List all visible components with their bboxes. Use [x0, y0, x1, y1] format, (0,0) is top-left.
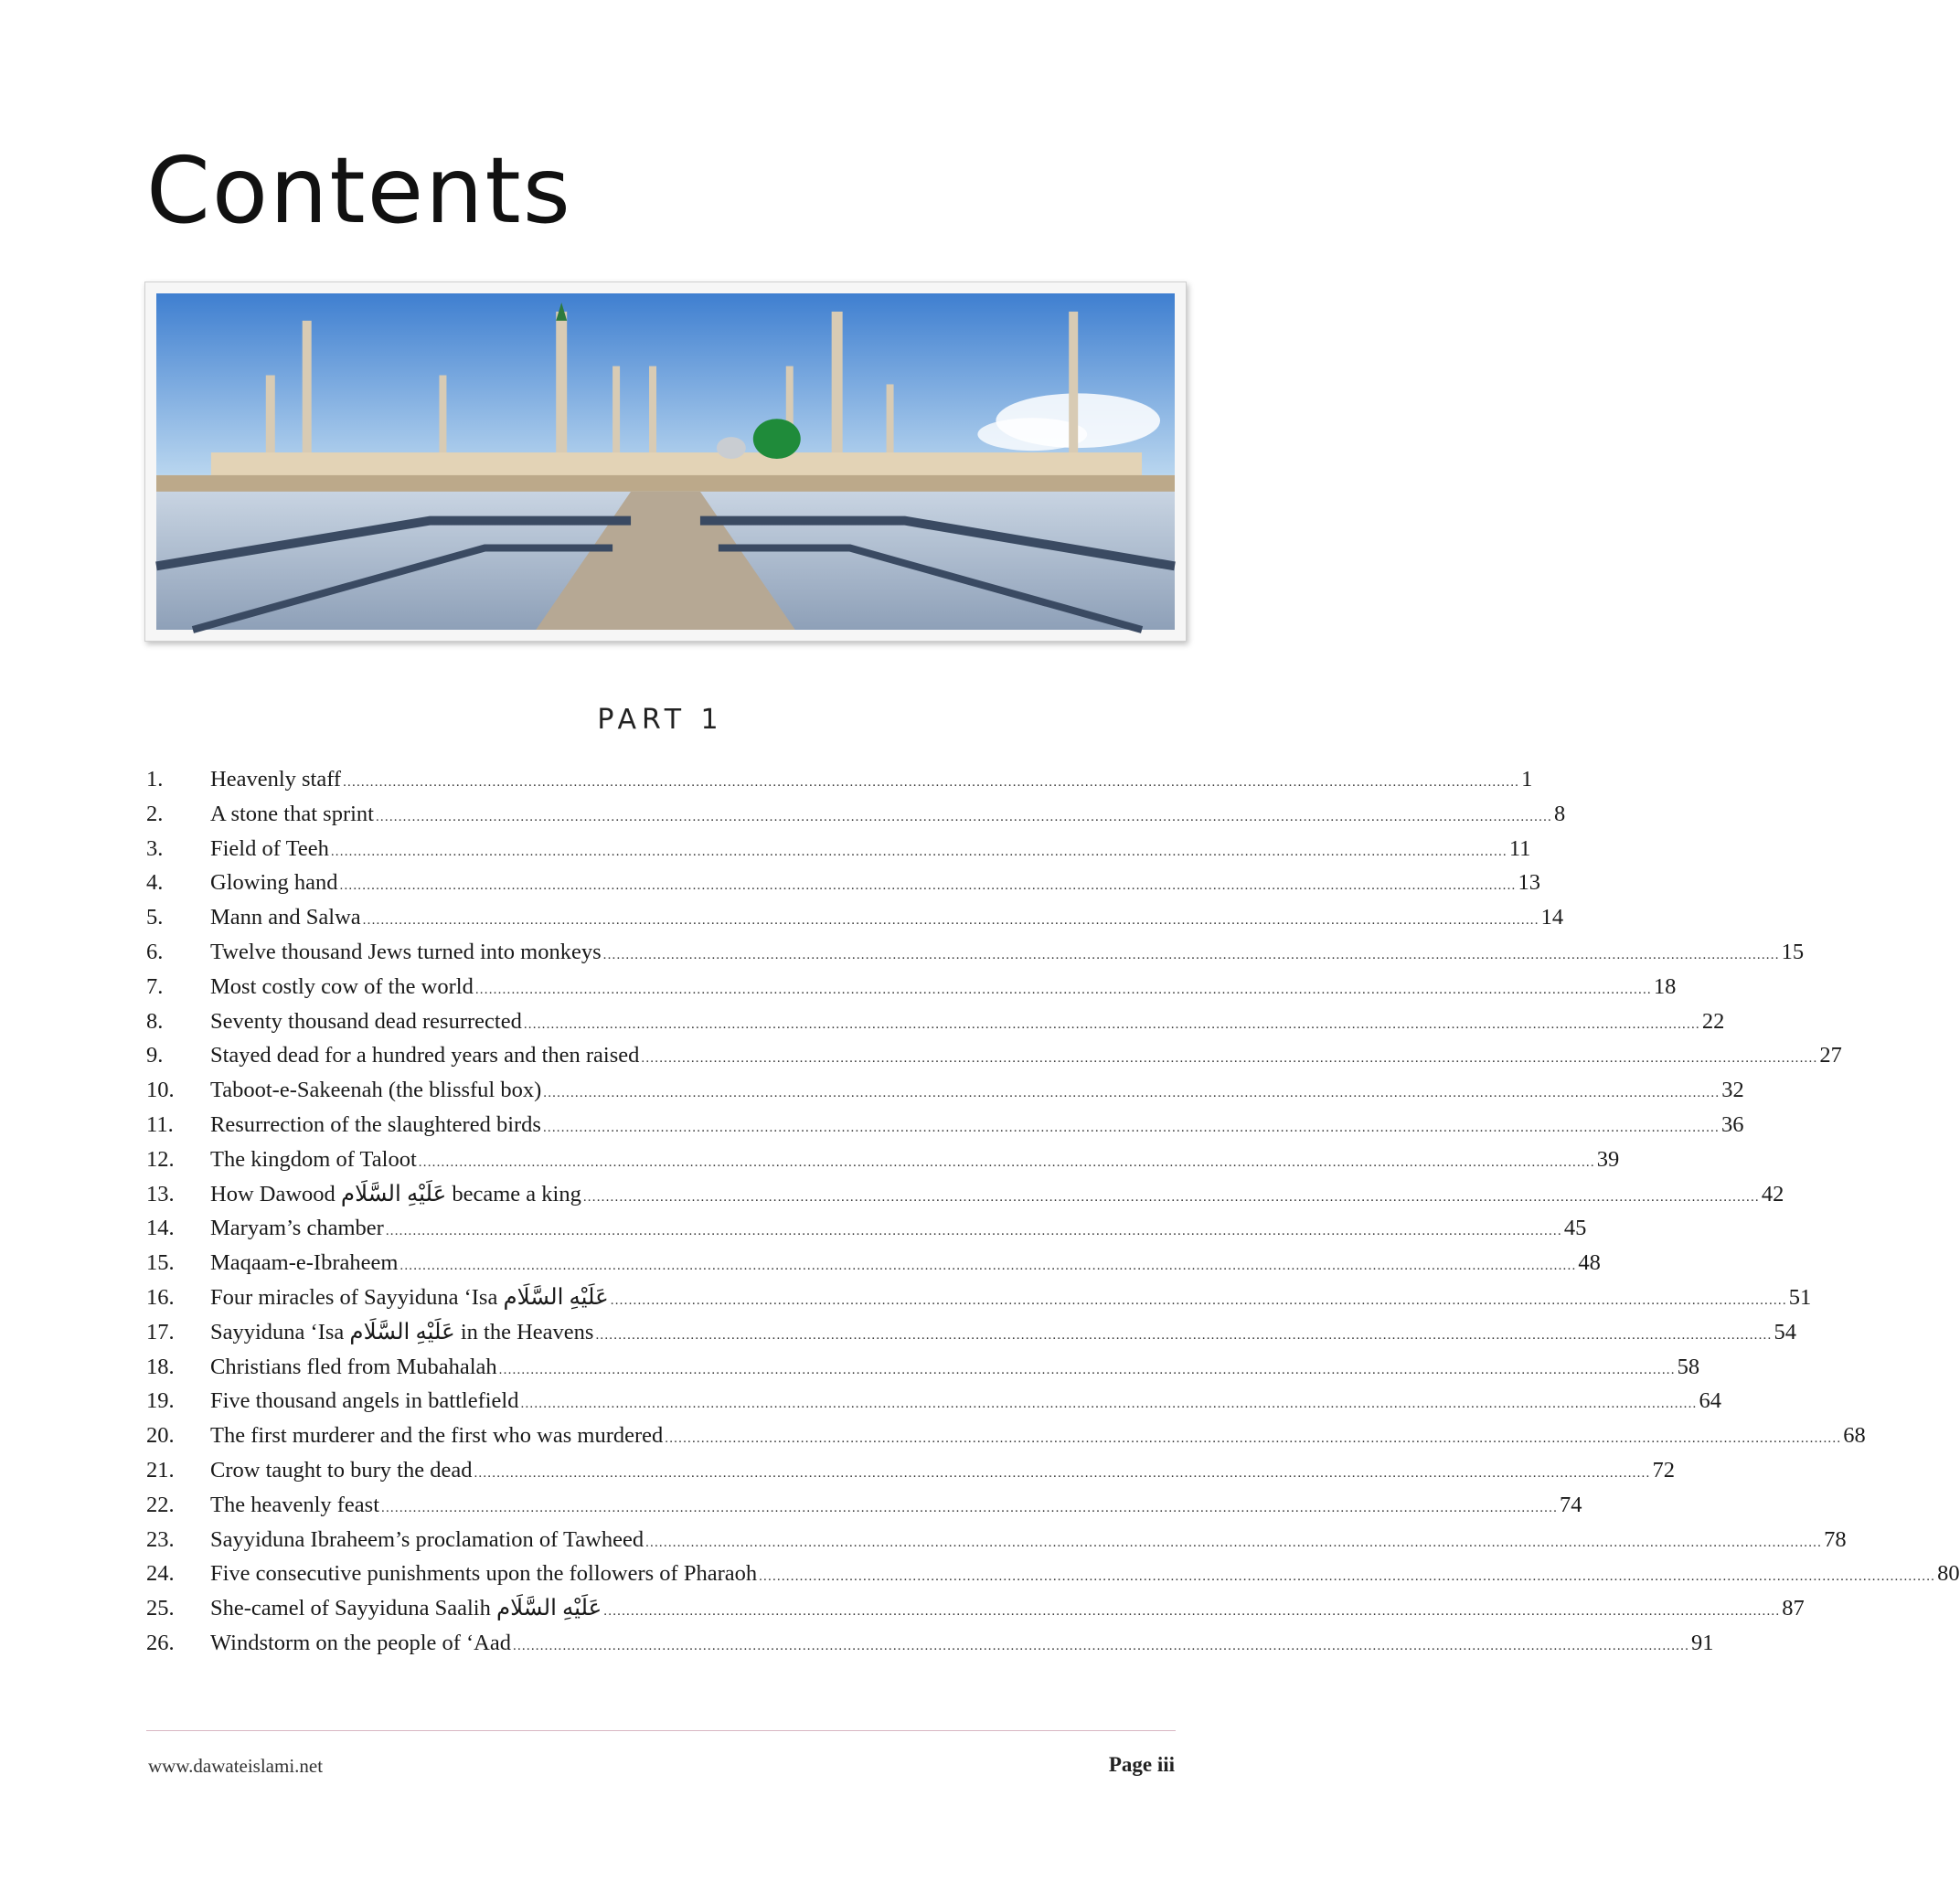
toc-entry[interactable]	[146, 1211, 1587, 1246]
dot-leader: ....................................................................................................................................................................................................................................................................	[339, 878, 1517, 894]
toc-entry-page: 11	[1508, 835, 1531, 861]
dot-leader: ....................................................................................................................................................................................................................................................................	[520, 1397, 1698, 1412]
dot-leader: ....................................................................................................................................................................................................................................................................	[543, 1086, 1720, 1101]
toc-entry-page: 1	[1521, 767, 1533, 792]
toc-entry-number: 4.	[146, 870, 164, 896]
toc-entry[interactable]	[146, 1350, 1700, 1385]
toc-entry[interactable]	[146, 1246, 1601, 1281]
toc-entry-number: 23.	[146, 1526, 175, 1552]
table-of-contents	[146, 762, 1960, 1661]
toc-entry-title: Heavenly staff	[210, 767, 342, 792]
toc-entry[interactable]	[146, 1488, 1582, 1523]
toc-entry-number: 14.	[146, 1216, 175, 1241]
toc-entry-page: 42	[1761, 1181, 1784, 1206]
toc-entry-number: 19.	[146, 1388, 175, 1414]
toc-entry-number: 17.	[146, 1319, 175, 1344]
toc-entry-title: Five consecutive punishments upon the followers of Pharaoh	[210, 1561, 758, 1587]
toc-entry[interactable]	[146, 797, 1566, 832]
toc-entry-title: Five thousand angels in battlefield	[210, 1388, 519, 1414]
toc-entry-title: Four miracles of Sayyiduna ‘Isa عَلَیْهِ السَّلَام	[210, 1284, 609, 1310]
toc-entry-number: 9.	[146, 1043, 164, 1068]
dot-leader: ....................................................................................................................................................................................................................................................................	[665, 1431, 1842, 1447]
dot-leader: ....................................................................................................................................................................................................................................................................	[362, 913, 1539, 929]
dot-leader: ....................................................................................................................................................................................................................................................................	[610, 1292, 1787, 1308]
toc-entry-title: A stone that sprint	[210, 801, 374, 826]
dot-leader: ....................................................................................................................................................................................................................................................................	[375, 809, 1552, 824]
toc-entry-page: 74	[1560, 1492, 1582, 1517]
toc-entry-number: 12.	[146, 1146, 175, 1172]
dot-leader: ....................................................................................................................................................................................................................................................................	[513, 1638, 1690, 1653]
toc-entry[interactable]	[146, 1419, 1866, 1453]
toc-entry-page: 32	[1721, 1078, 1744, 1103]
toc-entry-number: 15.	[146, 1250, 175, 1276]
toc-entry-title: Resurrection of the slaughtered birds	[210, 1111, 541, 1137]
dot-leader: ....................................................................................................................................................................................................................................................................	[330, 844, 1507, 859]
dot-leader: ....................................................................................................................................................................................................................................................................	[399, 1259, 1577, 1274]
toc-entry[interactable]	[146, 1004, 1725, 1039]
dot-leader: ....................................................................................................................................................................................................................................................................	[641, 1051, 1818, 1067]
toc-entry-title: Most costly cow of the world	[210, 973, 474, 999]
toc-entry-title: Sayyiduna ‘Isa عَلَیْهِ السَّلَام in the Heavens	[210, 1319, 594, 1344]
toc-entry[interactable]	[146, 970, 1677, 1004]
toc-entry-number: 2.	[146, 801, 164, 826]
toc-entry-title: Seventy thousand dead resurrected	[210, 1008, 522, 1034]
toc-entry[interactable]	[146, 1038, 1842, 1073]
dot-leader: ....................................................................................................................................................................................................................................................................	[385, 1224, 1562, 1239]
toc-entry-page: 39	[1596, 1146, 1620, 1172]
toc-entry-title: The first murderer and the first who was murdered	[210, 1423, 664, 1449]
toc-entry-page: 87	[1782, 1596, 1805, 1621]
toc-entry-page: 45	[1563, 1216, 1587, 1241]
toc-entry[interactable]	[146, 1591, 1805, 1626]
dot-leader: ....................................................................................................................................................................................................................................................................	[603, 1604, 1781, 1620]
toc-entry-page: 13	[1518, 870, 1540, 896]
toc-entry-page: 22	[1701, 1008, 1725, 1034]
toc-entry-title: She-camel of Sayyiduna Saalih عَلَیْهِ السَّلَام	[210, 1596, 602, 1621]
dot-leader: ....................................................................................................................................................................................................................................................................	[595, 1327, 1773, 1343]
toc-entry-number: 24.	[146, 1561, 175, 1587]
toc-entry-title: How Dawood عَلَیْهِ السَّلَام became a king	[210, 1181, 581, 1206]
toc-entry[interactable]	[146, 900, 1564, 935]
toc-entry-page: 36	[1720, 1111, 1744, 1137]
toc-entry-page: 80	[1937, 1561, 1960, 1587]
page-title: Contents	[146, 137, 572, 244]
toc-entry-title: Maryam’s chamber	[210, 1216, 384, 1241]
toc-entry-title: Mann and Salwa	[210, 905, 361, 930]
toc-entry-number: 8.	[146, 1008, 164, 1034]
toc-entry-number: 5.	[146, 905, 164, 930]
toc-entry[interactable]	[146, 1453, 1675, 1488]
toc-entry-number: 20.	[146, 1423, 175, 1449]
toc-entry-title: Christians fled from Mubahalah	[210, 1354, 497, 1379]
toc-entry-number: 21.	[146, 1457, 175, 1482]
toc-entry-page: 58	[1677, 1354, 1700, 1379]
toc-entry-number: 26.	[146, 1630, 175, 1655]
dot-leader: ....................................................................................................................................................................................................................................................................	[343, 775, 1520, 790]
toc-entry[interactable]	[146, 1108, 1744, 1142]
toc-entry-title: Stayed dead for a hundred years and then raised	[210, 1043, 640, 1068]
footer-divider	[146, 1730, 1176, 1731]
toc-entry-number: 25.	[146, 1596, 175, 1621]
toc-entry[interactable]	[146, 935, 1805, 970]
toc-entry[interactable]	[146, 1315, 1796, 1350]
toc-entry-number: 3.	[146, 835, 164, 861]
toc-entry[interactable]	[146, 1626, 1714, 1661]
dot-leader: ....................................................................................................................................................................................................................................................................	[418, 1154, 1595, 1170]
toc-entry[interactable]	[146, 1177, 1784, 1212]
dot-leader: ....................................................................................................................................................................................................................................................................	[474, 982, 1652, 997]
toc-entry[interactable]	[146, 1557, 1960, 1591]
toc-entry-number: 13.	[146, 1181, 175, 1206]
toc-entry-page: 15	[1781, 939, 1805, 964]
dot-leader: ....................................................................................................................................................................................................................................................................	[542, 1120, 1720, 1135]
dot-leader: ....................................................................................................................................................................................................................................................................	[582, 1189, 1760, 1205]
toc-entry-page: 8	[1553, 801, 1566, 826]
toc-entry-title: Crow taught to bury the dead	[210, 1457, 473, 1482]
toc-entry-number: 11.	[146, 1111, 174, 1137]
dot-leader: ....................................................................................................................................................................................................................................................................	[602, 947, 1780, 962]
dot-leader: ....................................................................................................................................................................................................................................................................	[474, 1465, 1651, 1481]
toc-entry[interactable]	[146, 762, 1533, 797]
toc-entry-title: Twelve thousand Jews turned into monkeys	[210, 939, 602, 964]
toc-entry-number: 7.	[146, 973, 164, 999]
toc-entry-number: 6.	[146, 939, 164, 964]
dot-leader: ....................................................................................................................................................................................................................................................................	[381, 1500, 1559, 1515]
toc-entry-page: 72	[1652, 1457, 1675, 1482]
footer-page-number: Page iii	[1108, 1753, 1175, 1776]
part-heading: PART 1	[597, 704, 724, 736]
toc-entry-page: 78	[1824, 1526, 1847, 1552]
toc-entry[interactable]	[146, 1523, 1847, 1557]
dot-leader: ....................................................................................................................................................................................................................................................................	[759, 1569, 1936, 1585]
footer-url[interactable]: www.dawateislami.net	[148, 1755, 324, 1777]
toc-entry-number: 16.	[146, 1284, 175, 1310]
toc-entry-number: 10.	[146, 1078, 175, 1103]
toc-entry[interactable]	[146, 1073, 1744, 1108]
toc-entry[interactable]	[146, 832, 1531, 866]
toc-entry[interactable]	[146, 866, 1540, 900]
toc-entry-page: 18	[1653, 973, 1677, 999]
toc-entry-title: The heavenly feast	[210, 1492, 380, 1517]
toc-entry-title: Maqaam-e-Ibraheem	[210, 1250, 399, 1276]
toc-entry-page: 51	[1788, 1284, 1812, 1310]
toc-entry[interactable]	[146, 1281, 1812, 1315]
toc-entry-number: 18.	[146, 1354, 175, 1379]
toc-entry-number: 22.	[146, 1492, 175, 1517]
toc-entry-title: Field of Teeh	[210, 835, 329, 861]
toc-entry-page: 68	[1843, 1423, 1866, 1449]
toc-entry-page: 54	[1774, 1319, 1796, 1344]
toc-entry-page: 64	[1699, 1388, 1721, 1414]
dot-leader: ....................................................................................................................................................................................................................................................................	[523, 1016, 1700, 1032]
toc-entry-number: 1.	[146, 767, 164, 792]
toc-entry-title: Sayyiduna Ibraheem’s proclamation of Tawheed	[210, 1526, 644, 1552]
banner-image	[144, 282, 1187, 642]
toc-entry-title: Windstorm on the people of ‘Aad	[210, 1630, 512, 1655]
toc-entry-page: 14	[1540, 905, 1564, 930]
toc-entry-page: 91	[1691, 1630, 1714, 1655]
toc-entry-page: 27	[1819, 1043, 1842, 1068]
toc-entry-title: The kingdom of Taloot	[210, 1146, 417, 1172]
toc-entry-page: 48	[1578, 1250, 1601, 1276]
toc-entry-title: Glowing hand	[210, 870, 338, 896]
dot-leader: ....................................................................................................................................................................................................................................................................	[498, 1362, 1676, 1377]
toc-entry[interactable]	[146, 1384, 1721, 1419]
toc-entry[interactable]	[146, 1142, 1620, 1177]
mosque-panorama-photo-icon	[156, 293, 1175, 630]
dot-leader: ....................................................................................................................................................................................................................................................................	[645, 1535, 1823, 1550]
toc-entry-title: Taboot-e-Sakeenah (the blissful box)	[210, 1078, 542, 1103]
